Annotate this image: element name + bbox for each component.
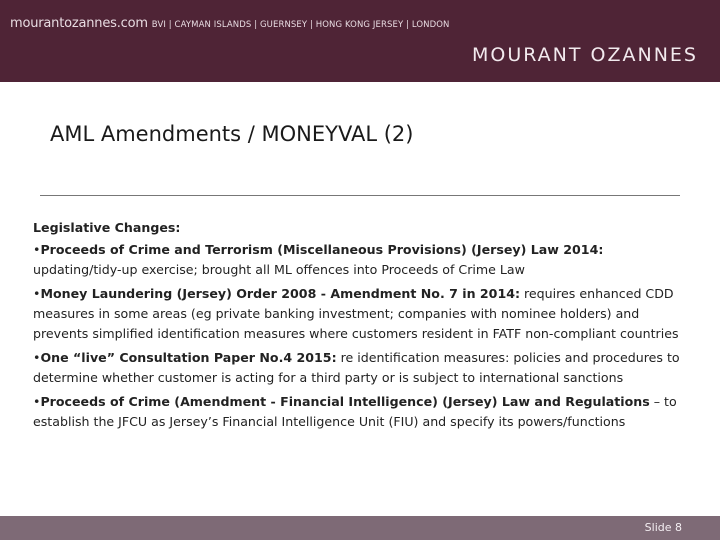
slide-content bbox=[33, 218, 683, 436]
bullet: • bbox=[33, 242, 41, 257]
slide-number: Slide 8 bbox=[644, 521, 682, 534]
bullet: • bbox=[33, 394, 41, 409]
site-url[interactable]: mourantozannes.com bbox=[10, 16, 148, 31]
list-item bbox=[33, 392, 683, 432]
header-banner bbox=[0, 0, 720, 82]
item-bold-text: Proceeds of Crime (Amendment - Financial Intelligence) (Jersey) Law and Regulations bbox=[40, 394, 650, 409]
brand-logo: MOURANT OZANNES bbox=[471, 44, 698, 66]
item-text: requires enhanced CDD measures in some areas (eg private banking investment; companies with nominee holders) and prevents simplified identification measures where customers resident in FATF non-compliant countries bbox=[33, 286, 679, 341]
site-line bbox=[10, 12, 450, 31]
title-divider bbox=[40, 195, 680, 196]
bullet: • bbox=[33, 286, 41, 301]
bullet: • bbox=[33, 350, 41, 365]
content-heading: Legislative Changes: bbox=[33, 220, 181, 235]
item-bold-text: Proceeds of Crime and Terrorism (Miscellaneous Provisions) (Jersey) Law 2014: bbox=[40, 242, 604, 257]
item-text: – to establish the JFCU as Jersey’s Financial Intelligence Unit (FIU) and specify its powers/functions bbox=[33, 394, 677, 429]
list-item bbox=[33, 284, 683, 344]
item-bold-text: One “live” Consultation Paper No.4 2015: bbox=[40, 350, 337, 365]
footer-bar bbox=[0, 516, 720, 540]
item-text: re identification measures: policies and procedures to determine whether customer is acting for a third party or is subject to international sanctions bbox=[33, 350, 680, 385]
item-bold-text: Money Laundering (Jersey) Order 2008 - Amendment No. 7 in 2014: bbox=[40, 286, 521, 301]
list-item bbox=[33, 348, 683, 388]
office-locations: BVI | CAYMAN ISLANDS | GUERNSEY | HONG KONG JERSEY | LONDON bbox=[151, 20, 450, 30]
slide-title: AML Amendments / MONEYVAL (2) bbox=[50, 122, 414, 146]
list-item bbox=[33, 240, 683, 280]
item-text: updating/tidy-up exercise; brought all ML offences into Proceeds of Crime Law bbox=[33, 262, 525, 277]
